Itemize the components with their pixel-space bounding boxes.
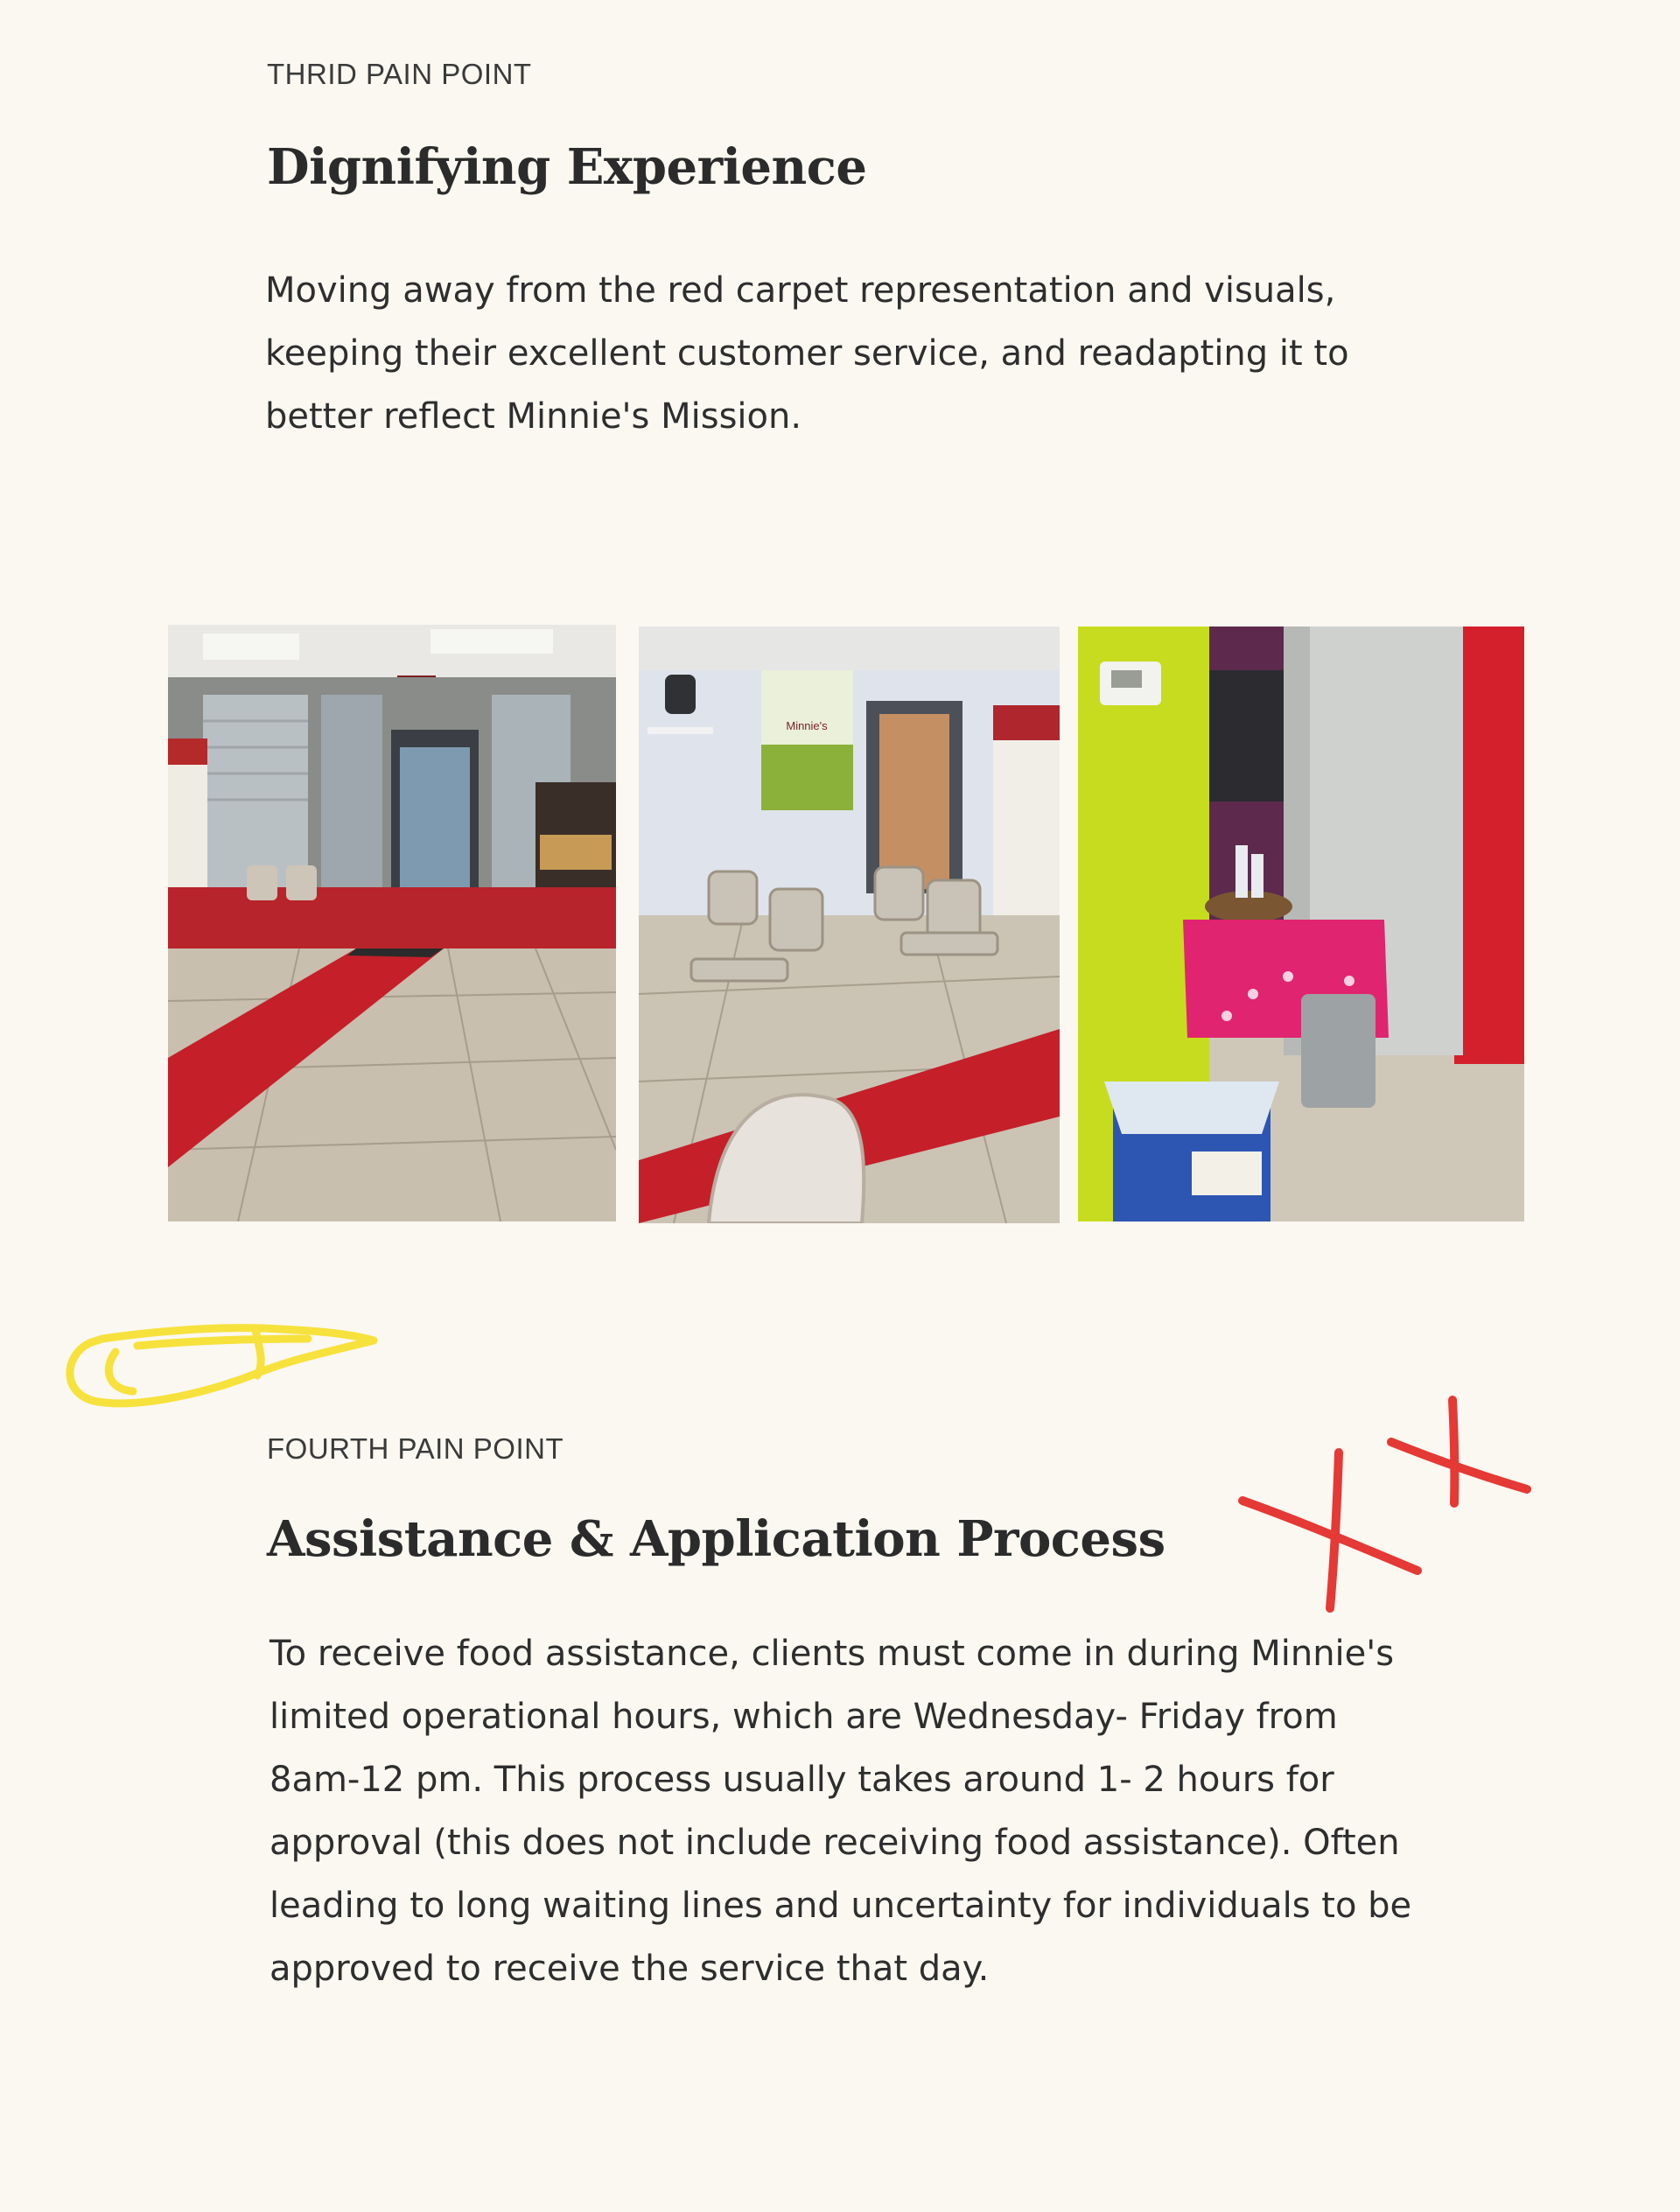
photo-corner-lime-red-walls	[1078, 626, 1524, 1222]
section-eyebrow-fourth: FOURTH PAIN POINT	[267, 1432, 564, 1465]
photo-entrance-red-carpet	[168, 625, 616, 1222]
red-x-marks-doodle	[1234, 1391, 1540, 1619]
section-body-fourth: To receive food assistance, clients must come in during Minnie's limited operational hours, which are Wednesday- Friday from 8am-12 pm. This process usually takes around 1- 2 hours for approval (this does not include receiving food assistance). Often leading to long waiting lines and uncertainty for individuals to be approved to receive the service that day.	[270, 1634, 1412, 1989]
photo-waiting-area-chairs	[639, 626, 1060, 1223]
crayon-doodle	[54, 1304, 382, 1418]
section-title-dignifying-experience: Dignifying Experience	[267, 138, 867, 196]
section-eyebrow-third: THRID PAIN POINT	[267, 58, 532, 90]
section-body-third: Moving away from the red carpet representation and visuals, keeping their excellent customer service, and readapting it to better reflect Minnie's Mission.	[265, 270, 1349, 437]
section-title-assistance-application: Assistance & Application Process	[267, 1510, 1166, 1568]
poster-sign-text: Minnie's	[786, 719, 828, 732]
